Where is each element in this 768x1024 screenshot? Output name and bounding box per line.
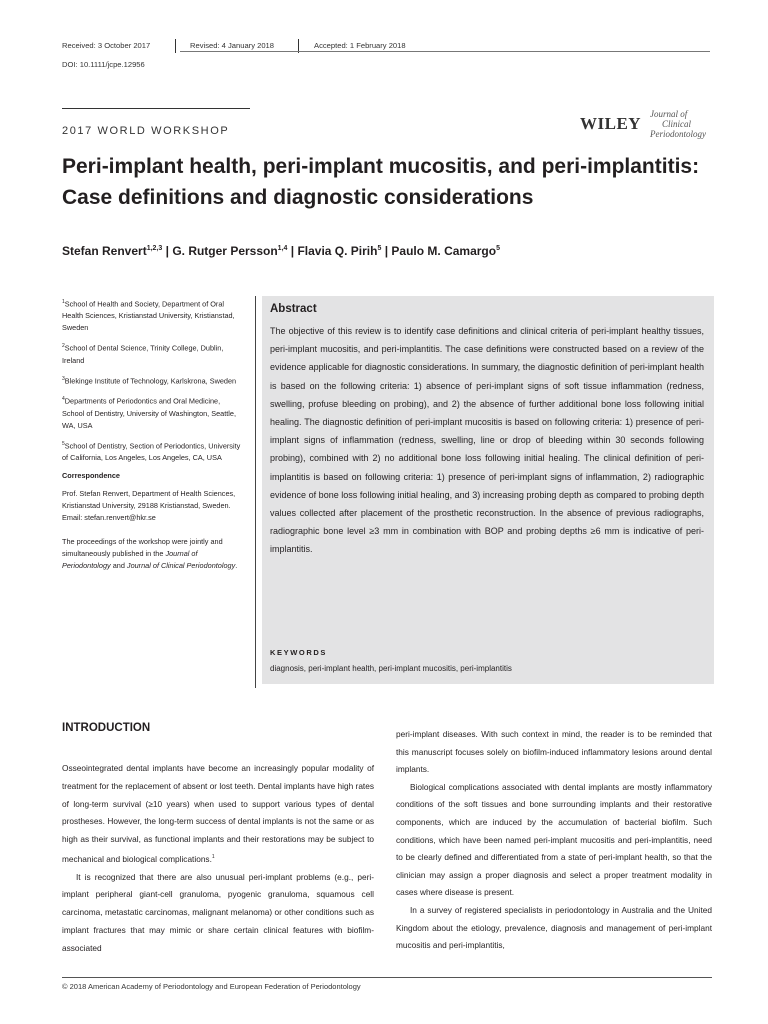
affiliation-sup: 3	[62, 375, 65, 382]
publisher-logo: WILEY	[580, 114, 642, 133]
date-line	[62, 41, 710, 55]
copyright: © 2018 American Academy of Periodontology and European Federation of Periodontology	[62, 982, 361, 991]
divider	[180, 51, 710, 52]
divider	[175, 39, 176, 53]
author-name: Paulo M. Camargo	[391, 244, 497, 258]
author-name: G. Rutger Persson	[172, 244, 278, 258]
author-affiliation-sup: 1,4	[277, 245, 288, 252]
received-date: Received: 3 October 2017	[62, 41, 151, 50]
abstract-text: The objective of this review is to identify case definitions and clinical criteria of peri-implant healthy tissues, peri-implant mucositis, and peri-implantitis. The case definitions were constructed based on a review of the evidence applicable for diagnostic considerations. In summary, the diagnostic definition of peri-implant health is based on the following criteria: 1) absence of peri-implant signs of soft tissue inflammation (redness, swelling, profuse bleeding on probing), and 2) the absence of further additional bone loss following initial healing. The diagnostic definition of peri-implant mucositis is based on following criteria: 1) presence of peri-implant signs of inflammation (redness, swelling, line or drop of bleeding within 30 seconds following probing), combined with 2) no additional bone loss following initial healing. The clinical definition of peri-implantitis is based on following criteria: 1) presence of peri-implant signs of inflammation, 2) radiographic evidence of bone loss following initial healing, and 3) increasing probing depth as compared to probing depth values collected after placement of the prosthetic reconstruction. In the absence of previous radiographs, radiographic bone level ≥3 mm in combination with BOP and probing depths ≥6 mm is indicative of peri-implantitis.	[270, 326, 704, 555]
journal-logo-line: Clinical	[662, 119, 691, 129]
proceedings-note	[62, 536, 242, 572]
body-column-right	[396, 726, 712, 955]
affiliation	[62, 373, 242, 387]
affiliation-text: School of Dentistry, Section of Periodontics, University of California, Los Angeles, Los Angeles, CA, USA	[62, 441, 241, 463]
affiliation-sup: 5	[62, 440, 65, 447]
affiliation-sup: 1	[62, 299, 65, 305]
affiliation-text: Blekinge Institute of Technology, Karlskrona, Sweden	[64, 376, 237, 386]
keywords-heading: KEYWORDS	[270, 648, 327, 657]
journal-logo-line: Periodontology	[650, 129, 706, 139]
divider	[62, 108, 250, 109]
author-affiliation-sup: 5	[377, 245, 382, 252]
author-separator: |	[162, 244, 173, 258]
affiliation-text: Departments of Periodontics and Oral Medicine, School of Dentistry, University of Washington, Seattle, WA, USA	[62, 396, 236, 430]
affiliation	[62, 340, 242, 366]
paragraph	[62, 760, 374, 869]
affiliation-text: School of Health and Society, Department of Oral Health Sciences, Kristianstad University, Kristianstad, Sweden	[62, 299, 235, 333]
abstract-box	[262, 296, 714, 684]
note-text: The proceedings of the workshop were jointly and simultaneously published in the	[62, 537, 223, 559]
abstract-heading: Abstract	[270, 303, 317, 315]
article-title: Peri-implant health, peri-implant mucositis, and peri-implantitis: Case definitions and diagnostic considerations	[62, 155, 700, 209]
author-name: Flavia Q. Pirih	[297, 244, 378, 258]
journal-logo-line: Journal of	[650, 109, 688, 119]
author-list	[62, 244, 500, 258]
section-label: 2017 WORLD WORKSHOP	[62, 125, 230, 137]
author-separator: |	[381, 244, 392, 258]
author-separator: |	[287, 244, 298, 258]
note-text: .	[235, 561, 238, 571]
accepted-date: Accepted: 1 February 2018	[314, 41, 406, 50]
author-affiliation-sup: 5	[496, 245, 500, 252]
affiliation-text: School of Dental Science, Trinity College, Dublin, Ireland	[62, 343, 224, 365]
divider	[255, 296, 256, 688]
correspondence-address: Prof. Stefan Renvert, Department of Health Sciences, Kristianstad University, 29188 Kristianstad, Sweden.	[62, 489, 236, 511]
correspondence-heading: Correspondence	[62, 471, 120, 481]
author-affiliation-sup: 1,2,3	[146, 245, 163, 252]
paragraph: In a survey of registered specialists in periodontology in Australia and the United Kingdom about the etiology, prevalence, diagnosis and management of peri-implant mucositis and peri-implantitis,	[396, 904, 712, 951]
affiliations-column	[62, 296, 242, 578]
affiliation	[62, 438, 242, 464]
affiliation-sup: 4	[62, 396, 65, 403]
keywords: diagnosis, peri-implant health, peri-implant mucositis, peri-implantitis	[270, 664, 512, 673]
affiliation-sup: 2	[62, 343, 65, 350]
journal-logo	[650, 109, 714, 139]
affiliation	[62, 296, 242, 334]
revised-date: Revised: 4 January 2018	[190, 41, 275, 50]
paragraph: Biological complications associated with dental implants are mostly inflammatory conditions of the soft tissues and bone surrounding implants and their restorative components, which are induced by the accumulation of bacterial biofilm. Such conditions, which have been named peri-implant mucositis and peri-implantitis, need to be clearly defined and differentiated from a state of peri-implant health, so that the clinician may assign a proper diagnosis and select a proper treatment modality in cases where disease is present.	[396, 781, 712, 898]
reference-sup[interactable]: 1	[211, 853, 215, 860]
doi: DOI: 10.1111/jcpe.12956	[62, 60, 145, 69]
affiliation	[62, 393, 242, 431]
paragraph-text: Osseointegrated dental implants have become an increasingly popular modality of treatment for the replacement of absent or lost teeth. Dental implants have high rates of long-term survival (≥10 years) when used to support various types of dental prostheses. However, the long-term success of dental implants is not the same or as high as their survival, as functional implants and their restorations may be subject to mechanical and biological complications.	[62, 763, 374, 864]
divider	[62, 977, 712, 978]
author-name: Stefan Renvert	[62, 244, 147, 258]
correspondence-email[interactable]: Email: stefan.renvert@hkr.se	[62, 513, 156, 523]
body-column-left	[62, 760, 374, 958]
paragraph: It is recognized that there are also unusual peri-implant problems (e.g., peri-implant peripheral giant-cell granuloma, pyogenic granuloma, squamous cell carcinoma, metastatic carcinomas, malignant melanoma) or other conditions such as implant fractures that may mimic or share certain clinical features with biofilm-associated	[62, 871, 374, 953]
note-journal: Journal of Periodontology	[62, 549, 198, 571]
section-heading: INTRODUCTION	[62, 722, 151, 734]
paragraph: peri-implant diseases. With such context in mind, the reader is to be reminded that this manuscript focuses solely on biofilm-induced inflammatory lesions around dental implants.	[396, 729, 712, 775]
note-text: and	[110, 561, 127, 571]
note-journal: Journal of Clinical Periodontology	[126, 561, 236, 571]
